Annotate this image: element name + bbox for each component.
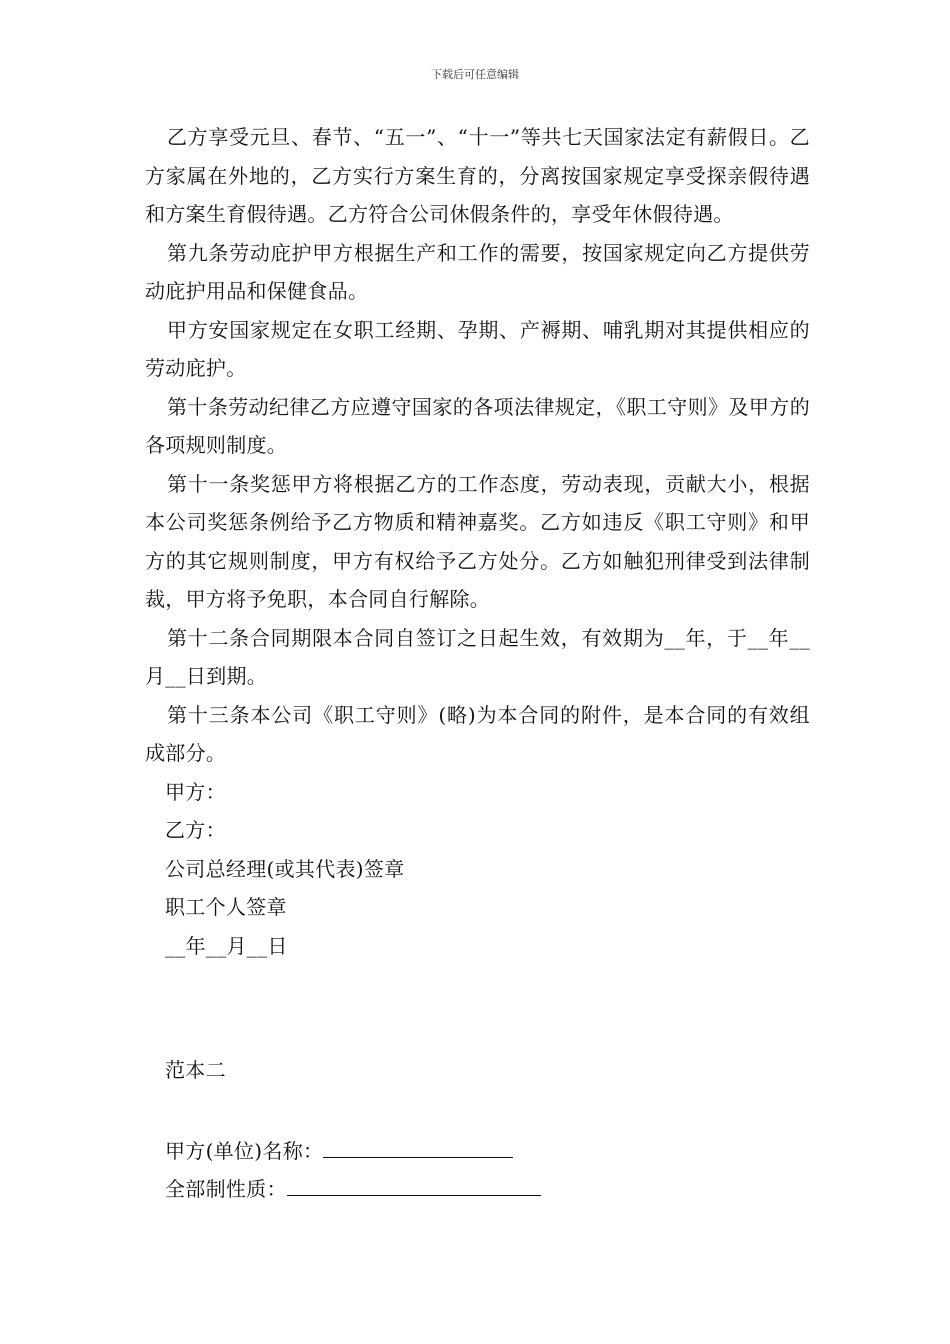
paragraph-female-protection: 甲方安国家规定在女职工经期、孕期、产褥期、哺乳期对其提供相应的劳动庇护。 (145, 317, 810, 380)
document-body (145, 118, 810, 1209)
signature-date: __年__月__日 (165, 933, 288, 958)
page-header: 下载后可任意编辑 (431, 68, 519, 81)
ownership-label: 全部制性质： (165, 1177, 287, 1201)
paragraph-holidays: 乙方享受元旦、春节、“五一”、“十一”等共七天国家法定有薪假日。乙方家属在外地的，乙方实行方案生育的，分离按国家规定享受探亲假待遇和方案生育假待遇。乙方符合公司休假条件的，享受年休假待遇。 (145, 125, 810, 226)
unit-name-label: 甲方(单位)名称： (165, 1138, 324, 1163)
paragraph-article-9: 第九条劳动庇护甲方根据生产和工作的需要，按国家规定向乙方提供劳动庇护用品和保健食品。 (145, 240, 810, 303)
ownership-blank (287, 1173, 541, 1196)
paragraph-article-12: 第十二条合同期限本合同自签订之日起生效，有效期为__年，于__年__月__日到期。 (145, 625, 810, 688)
unit-name-row (145, 1132, 810, 1171)
employee-seal-label: 职工个人签章 (165, 895, 287, 919)
party-b-label: 乙方： (165, 818, 226, 842)
ownership-row (145, 1170, 810, 1209)
section-gap (145, 965, 810, 1051)
paragraph-article-11: 第十一条奖惩甲方将根据乙方的工作态度，劳动表现，贡献大小，根据本公司奖惩条例给予乙方物质和精神嘉奖。乙方如违反《职工守则》和甲方的其它规则制度，甲方有权给予乙方处分。乙方如触犯刑律受到法律制裁，甲方将予免职，本合同自行解除。 (145, 471, 810, 611)
section-gap-small (145, 1090, 810, 1132)
manager-seal-label: 公司总经理(或其代表)签章 (165, 856, 405, 881)
sample-two-title: 范本二 (165, 1058, 226, 1082)
paragraph-article-13: 第十三条本公司《职工守则》(略)为本合同的附件，是本合同的有效组成部分。 (145, 702, 810, 765)
party-a-label: 甲方： (165, 779, 226, 804)
unit-name-blank (323, 1135, 513, 1158)
paragraph-article-10: 第十条劳动纪律乙方应遵守国家的各项法律规定，《职工守则》及甲方的各项规则制度。 (145, 394, 810, 457)
